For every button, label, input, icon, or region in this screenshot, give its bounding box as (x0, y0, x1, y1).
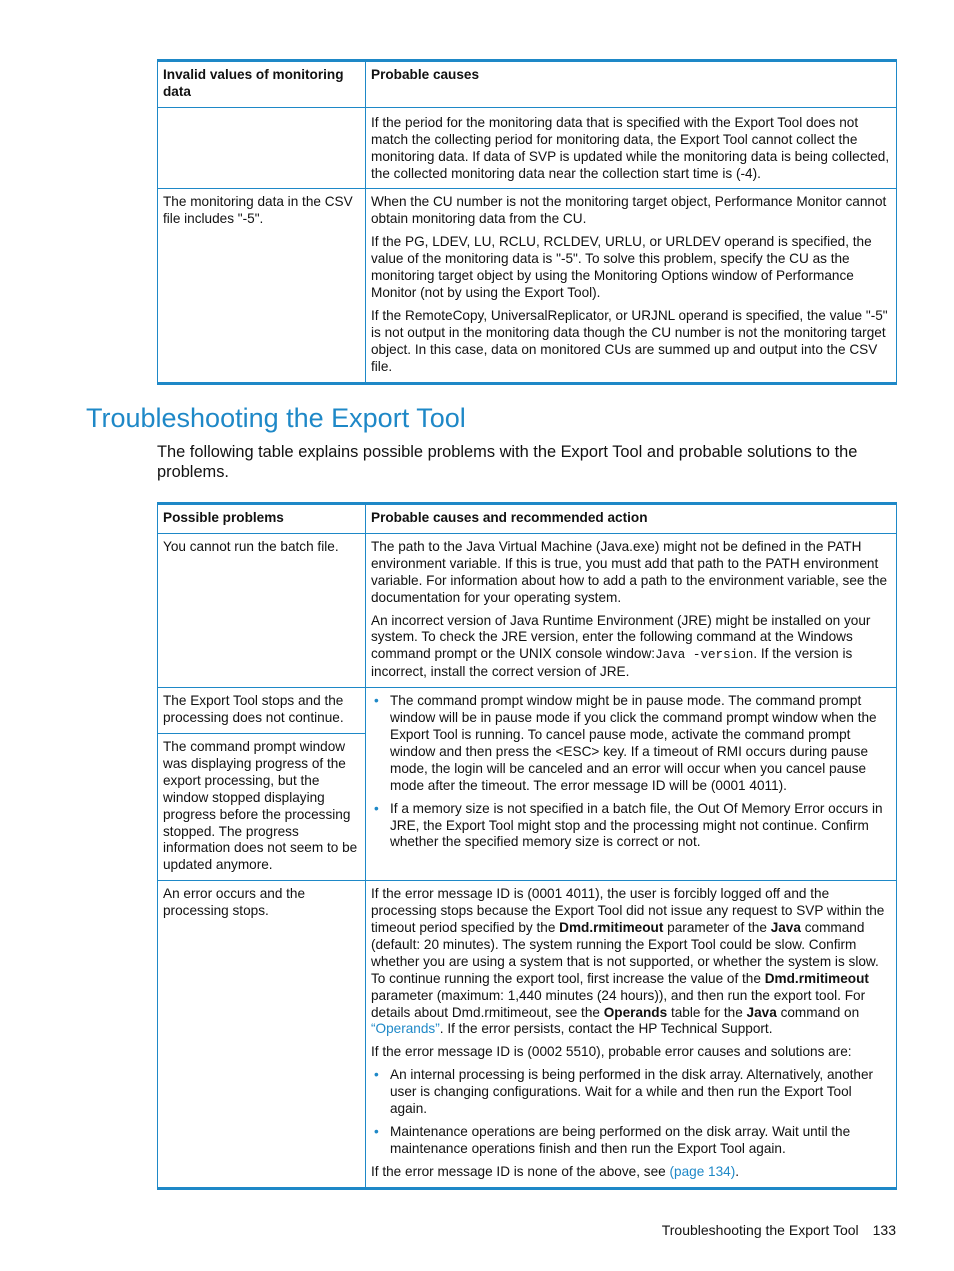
footer-title: Troubleshooting the Export Tool (661, 1222, 859, 1238)
text-run: . If the version is incorrect, install the correct version of JRE. (371, 646, 853, 680)
paragraph: When the CU number is not the monitoring target object, Performance Monitor cannot obtain monitoring data from the CU. (371, 194, 887, 227)
table-row (158, 189, 897, 383)
bold-term: Operands (603, 1004, 668, 1020)
table-cell-problem: You cannot run the batch file. (158, 533, 366, 687)
monitoring-data-table (157, 59, 897, 385)
text-run: table for the (667, 1004, 747, 1020)
column-header-invalid-values: Invalid values of monitoring data (158, 61, 366, 108)
bullet-icon: • (374, 693, 379, 709)
bullet-icon: • (374, 1067, 379, 1083)
table-row (158, 533, 897, 687)
bullet-icon: • (374, 1124, 379, 1139)
list-item-text: If a memory size is not specified in a batch file, the Out Of Memory Error occurs in JRE, the Export Tool might stop and the processing might not continue. Confirm whether the specified memory size is correct or not. (390, 800, 883, 850)
table-header-row (158, 61, 897, 108)
page-number: 133 (872, 1222, 896, 1238)
list-item (371, 1067, 890, 1118)
section-heading: Troubleshooting the Export Tool (86, 403, 466, 433)
table-cell-action (366, 688, 897, 881)
list-item (371, 801, 890, 852)
column-header-probable-causes: Probable causes (366, 61, 897, 108)
text-run: An incorrect version of Java Runtime Environment (JRE) might be installed on your system. To check the JRE version, enter the following command at the Windows command prompt or the UNIX console window: (371, 612, 871, 662)
table-row (158, 107, 897, 189)
list-item (371, 1124, 890, 1158)
paragraph (371, 613, 890, 682)
paragraph: The path to the Java Virtual Machine (Java.exe) might not be defined in the PATH environment variable. If this is true, you must add that path to the PATH environment variable. For information about how to add a path to the environment variable, see the documentation for your operating system. (371, 538, 888, 605)
column-header-possible-problems: Possible problems (158, 504, 366, 534)
text-run: parameter of the (663, 920, 771, 936)
table-cell-problem: An error occurs and the processing stops. (158, 881, 366, 1189)
table-row (158, 688, 897, 734)
paragraph: If the RemoteCopy, UniversalReplicator, or URJNL operand is specified, the value "-5" is not output in the monitoring data though the CU number is not the monitoring target object. In this case, data on monitored CUs are summed up and output into the CSV file. (371, 307, 888, 374)
text-run: . If the error persists, contact the HP Technical Support. (439, 1021, 773, 1037)
table-cell-action (366, 533, 897, 687)
text-run: . (735, 1163, 740, 1179)
bullet-list (371, 693, 890, 851)
bold-term: Java (746, 1004, 777, 1020)
text-run: parameter (maximum: 1,440 minutes (24 hours)), and then run the export tool. For details about Dmd.rmitimeout, see the (371, 987, 866, 1020)
text-run: If the error message ID is none of the above, see (371, 1163, 670, 1179)
bold-term: Java (770, 920, 801, 936)
paragraph: If the error message ID is (0002 5510), probable error causes and solutions are: (371, 1044, 852, 1060)
paragraph: If the period for the monitoring data that is specified with the Export Tool does not match the collecting period for monitoring data, the Export Tool cannot collect the monitoring data. If data of SVP is updated while the monitoring data is being collected, the collected monitoring data near the collection start time is (-4). (371, 114, 890, 181)
page-134-link[interactable]: (page 134) (669, 1163, 736, 1179)
list-item-text: Maintenance operations are being performed on the disk array. Wait until the maintenance operations finish and then run the Export Tool again. (390, 1124, 851, 1156)
bullet-icon: • (374, 800, 379, 816)
table-cell-empty (158, 107, 366, 189)
command-code: Java -version (655, 648, 754, 663)
table-cell-causes (366, 189, 897, 383)
troubleshooting-table (157, 502, 897, 1190)
page-footer (662, 1222, 896, 1238)
text-run: command on (776, 1004, 860, 1020)
paragraph (371, 1164, 890, 1181)
paragraph: If the PG, LDEV, LU, RCLU, RCLDEV, URLU, or URLDEV operand is specified, the value of the monitoring data is "-5". To solve this problem, specify the CU as the monitoring target object by using the Monitoring Options window of Performance Monitor (not by using the Export Tool). (371, 234, 872, 300)
list-item (371, 693, 890, 794)
table-cell-causes (366, 107, 897, 189)
paragraph (371, 886, 890, 1038)
text-run: If the error message ID is (0001 4011), the user is forcibly logged off and the processing stops because the Export Tool did not issue any request to SVP within the timeout period specified by the (371, 886, 885, 936)
text-run: command (default: 20 minutes). The system running the Export Tool could be slow. Confirm whether you are using a system that is not supported, or whether the system is slow. To continue running the export tool, first increase the value of the (371, 920, 879, 986)
table-cell-problem: The command prompt window was displaying progress of the export processing, but the window stopped displaying progress before the processing stopped. The progress information does not seem to be updated anymore. (158, 733, 366, 880)
table-cell-action (366, 881, 897, 1189)
operands-link[interactable]: “Operands” (371, 1021, 440, 1037)
table-cell-invalid-value: The monitoring data in the CSV file includes "-5". (158, 189, 366, 383)
list-item-text: An internal processing is being performed in the disk array. Alternatively, another user is changing configurations. Wait for a while and then run the Export Tool again. (390, 1067, 874, 1117)
list-item-text: The command prompt window might be in pause mode. The command prompt window will be in pause mode if you click the command prompt window when the Export Tool is running. To cancel pause mode, activate the command prompt window and then press the <ESC> key. If a timeout of RMI occurs during pause mode, the login will be canceled and an error will occur when you cancel pause mode after the timeout. The error message ID will be (0001 4011). (390, 693, 877, 793)
bold-term: Dmd.rmitimeout (559, 920, 664, 936)
intro-paragraph: The following table explains possible problems with the Export Tool and probable solutions to the problems. (157, 443, 858, 481)
column-header-causes-actions: Probable causes and recommended action (366, 504, 897, 534)
table-cell-problem: The Export Tool stops and the processing does not continue. (158, 688, 366, 734)
bold-term: Dmd.rmitimeout (764, 970, 869, 986)
bullet-list (371, 1067, 890, 1158)
table-row (158, 881, 897, 1189)
table-header-row (158, 504, 897, 534)
